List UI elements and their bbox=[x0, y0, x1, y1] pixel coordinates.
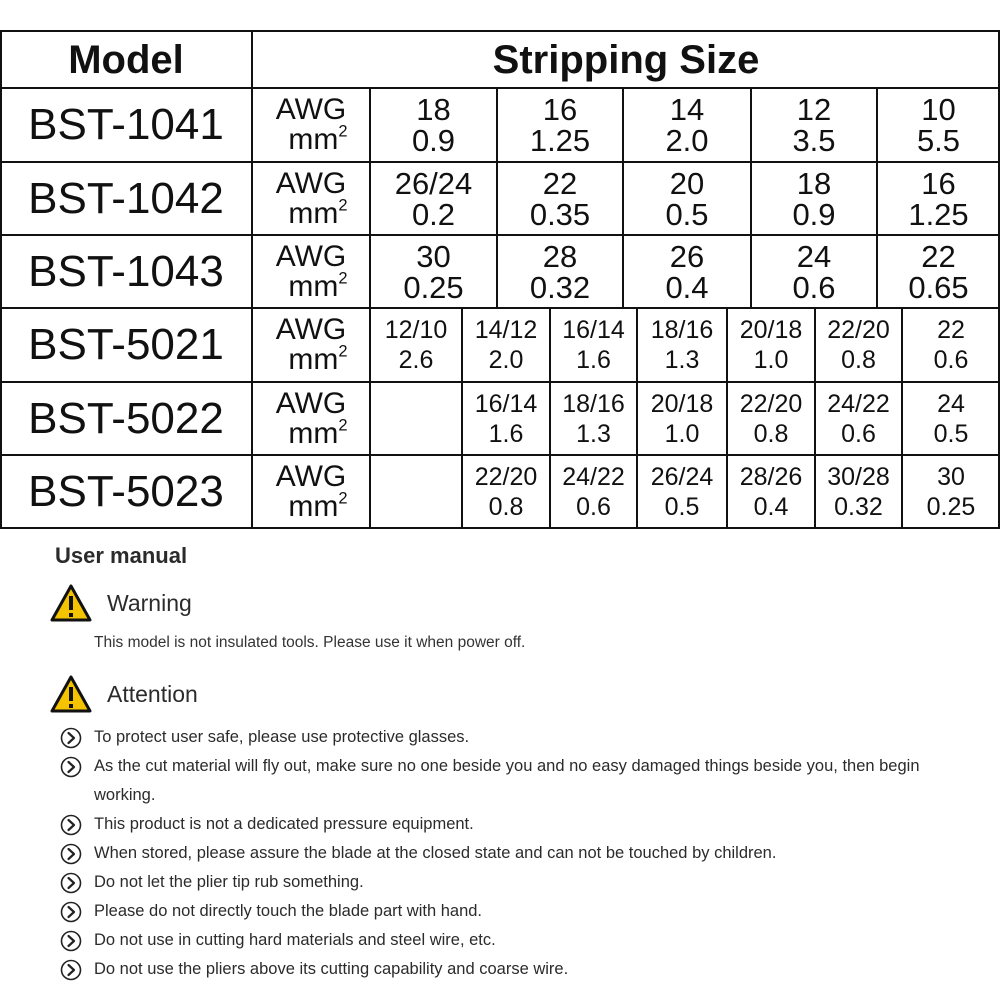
table-grid-line bbox=[549, 308, 551, 382]
unit-mm bbox=[274, 416, 348, 450]
attention-item bbox=[60, 931, 954, 955]
size-awg: 18 bbox=[796, 165, 832, 201]
size-cell bbox=[462, 308, 550, 382]
size-mm: 0.9 bbox=[792, 196, 836, 232]
size-mm: 0.6 bbox=[933, 346, 969, 374]
table-grid-line bbox=[750, 162, 752, 235]
unit-awg: AWG bbox=[275, 239, 347, 273]
size-mm: 2.0 bbox=[488, 346, 524, 374]
table-grid-line bbox=[636, 382, 638, 455]
size-awg: 18/16 bbox=[650, 316, 714, 344]
circled-chevron-right-icon bbox=[60, 901, 82, 923]
size-awg: 28 bbox=[542, 238, 578, 274]
table-grid-line bbox=[251, 30, 253, 528]
unit-awg: AWG bbox=[275, 386, 347, 420]
size-cell bbox=[902, 382, 1000, 455]
table-grid-line bbox=[369, 88, 371, 528]
unit-mm-superscript: 2 bbox=[338, 416, 348, 435]
table-grid-line bbox=[0, 30, 1000, 32]
size-mm: 0.25 bbox=[403, 269, 464, 305]
size-mm: 0.2 bbox=[411, 196, 456, 232]
unit-mm-superscript: 2 bbox=[338, 489, 348, 508]
unit-mm bbox=[274, 269, 348, 303]
table-grid-line bbox=[622, 235, 624, 308]
size-awg: 22 bbox=[937, 316, 965, 344]
size-mm: 0.32 bbox=[529, 269, 591, 305]
table-grid-line bbox=[901, 382, 903, 455]
table-grid-line bbox=[814, 455, 816, 528]
table-grid-line bbox=[726, 308, 728, 382]
attention-item-text: To protect user safe, please use protective glasses. bbox=[94, 728, 470, 746]
size-mm: 1.0 bbox=[753, 346, 789, 374]
size-cell bbox=[623, 235, 751, 308]
model-name: BST-1041 bbox=[28, 100, 224, 149]
attention-item-text: Do not let the plier tip rub something. bbox=[94, 873, 364, 891]
size-awg: 22/20 bbox=[827, 316, 890, 344]
size-mm: 0.35 bbox=[529, 196, 591, 232]
size-awg: 18/16 bbox=[562, 389, 625, 418]
attention-item bbox=[60, 873, 954, 897]
table-grid-line bbox=[0, 161, 1000, 163]
size-cell bbox=[623, 88, 751, 162]
attention-item bbox=[60, 960, 954, 984]
unit-label bbox=[252, 455, 370, 528]
attention-item-text: Do not use in cutting hard materials and steel wire, etc. bbox=[94, 931, 496, 949]
unit-mm-text: mm bbox=[288, 489, 339, 523]
table-grid-line bbox=[814, 382, 816, 455]
size-cell bbox=[623, 162, 751, 235]
table-grid-line bbox=[0, 527, 1000, 529]
size-awg: 14/12 bbox=[474, 316, 538, 344]
attention-item bbox=[60, 844, 954, 868]
attention-item bbox=[60, 815, 954, 839]
size-awg: 20/18 bbox=[650, 389, 714, 418]
circled-chevron-right-icon bbox=[60, 756, 82, 778]
size-awg: 24/22 bbox=[562, 462, 625, 491]
size-awg: 16/14 bbox=[474, 389, 538, 418]
unit-label bbox=[252, 162, 370, 235]
table-grid-line bbox=[901, 455, 903, 528]
attention-heading bbox=[50, 675, 198, 713]
size-awg: 18 bbox=[416, 92, 451, 127]
size-mm: 0.9 bbox=[411, 123, 456, 158]
table-grid-line bbox=[622, 162, 624, 235]
size-mm: 0.5 bbox=[665, 196, 709, 232]
table-grid-line bbox=[814, 308, 816, 382]
size-mm: 1.25 bbox=[529, 123, 591, 158]
size-awg: 20/18 bbox=[739, 316, 803, 344]
attention-item-text: Do not use the pliers above its cutting capability and coarse wire. bbox=[94, 960, 569, 978]
unit-mm-text: mm bbox=[288, 416, 339, 450]
table-grid-line bbox=[496, 235, 498, 308]
unit-mm-text: mm bbox=[288, 196, 339, 230]
circled-chevron-right-icon bbox=[60, 727, 82, 749]
size-mm: 0.6 bbox=[792, 269, 836, 305]
size-mm: 5.5 bbox=[916, 123, 961, 158]
size-mm: 0.6 bbox=[841, 419, 876, 448]
table-grid-line bbox=[0, 30, 2, 528]
size-cell bbox=[751, 235, 877, 308]
circled-chevron-right-icon bbox=[60, 843, 82, 865]
size-awg: 22 bbox=[921, 238, 956, 274]
size-cell bbox=[497, 162, 623, 235]
size-cell bbox=[462, 382, 550, 455]
size-cell bbox=[370, 88, 497, 162]
size-awg: 26/24 bbox=[650, 462, 714, 491]
size-cell bbox=[370, 455, 462, 528]
table-grid-line bbox=[549, 382, 551, 455]
size-awg: 22 bbox=[542, 165, 578, 201]
size-awg: 24 bbox=[796, 238, 832, 274]
table-grid-line bbox=[461, 455, 463, 528]
size-mm: 0.5 bbox=[664, 492, 700, 521]
attention-item bbox=[60, 757, 954, 810]
size-awg: 26/24 bbox=[394, 165, 473, 201]
size-cell bbox=[550, 455, 637, 528]
size-awg: 24/22 bbox=[827, 389, 890, 418]
size-awg: 16 bbox=[542, 92, 578, 127]
size-cell bbox=[497, 235, 623, 308]
circled-chevron-right-icon bbox=[60, 959, 82, 981]
table-grid-line bbox=[750, 88, 752, 162]
size-cell bbox=[550, 308, 637, 382]
table-grid-line bbox=[726, 455, 728, 528]
size-mm: 1.6 bbox=[576, 346, 611, 374]
size-mm: 0.65 bbox=[908, 269, 969, 305]
size-mm: 1.3 bbox=[664, 346, 700, 374]
table-grid-line bbox=[636, 308, 638, 382]
size-cell bbox=[877, 162, 1000, 235]
size-cell bbox=[877, 235, 1000, 308]
attention-label: Attention bbox=[107, 680, 198, 707]
size-mm: 0.25 bbox=[926, 492, 976, 521]
unit-label bbox=[252, 235, 370, 308]
circled-chevron-right-icon bbox=[60, 814, 82, 836]
table-grid-line bbox=[750, 235, 752, 308]
stripping-size-table bbox=[0, 30, 1000, 528]
unit-awg: AWG bbox=[275, 93, 347, 126]
unit-mm-superscript: 2 bbox=[338, 269, 348, 288]
size-mm: 1.25 bbox=[908, 196, 969, 232]
table-grid-line bbox=[876, 88, 878, 162]
unit-awg: AWG bbox=[275, 313, 347, 346]
size-mm: 0.6 bbox=[576, 492, 611, 521]
attention-item-text: This product is not a dedicated pressure equipment. bbox=[94, 815, 474, 833]
size-awg: 16 bbox=[921, 165, 956, 201]
size-cell bbox=[370, 382, 462, 455]
table-grid-line bbox=[622, 88, 624, 162]
size-mm: 2.0 bbox=[665, 123, 709, 158]
unit-mm-superscript: 2 bbox=[338, 196, 348, 215]
size-mm: 1.3 bbox=[576, 419, 611, 448]
attention-item bbox=[60, 728, 954, 752]
size-cell bbox=[637, 308, 727, 382]
warning-heading bbox=[50, 584, 192, 622]
attention-item-text: As the cut material will fly out, make sure no one beside you and no easy damaged things beside you, then begin working. bbox=[94, 757, 920, 804]
size-cell bbox=[497, 88, 623, 162]
warning-text: This model is not insulated tools. Please use it when power off. bbox=[94, 634, 526, 651]
size-cell bbox=[550, 382, 637, 455]
size-cell bbox=[637, 382, 727, 455]
size-cell bbox=[462, 455, 550, 528]
unit-awg: AWG bbox=[275, 166, 347, 200]
table-grid-line bbox=[901, 308, 903, 382]
header-model: Model bbox=[68, 38, 184, 82]
table-grid-line bbox=[461, 308, 463, 382]
unit-mm-text: mm bbox=[288, 123, 339, 156]
table-grid-line bbox=[876, 235, 878, 308]
table-grid-line bbox=[549, 455, 551, 528]
unit-mm bbox=[274, 122, 348, 156]
attention-item bbox=[60, 902, 954, 926]
size-mm: 0.32 bbox=[834, 492, 883, 521]
size-cell bbox=[751, 88, 877, 162]
size-cell bbox=[727, 308, 815, 382]
unit-label bbox=[252, 382, 370, 455]
table-grid-line bbox=[496, 88, 498, 162]
unit-mm-text: mm bbox=[288, 343, 339, 376]
size-cell bbox=[370, 235, 497, 308]
table-grid-line bbox=[636, 455, 638, 528]
size-awg: 26 bbox=[669, 238, 705, 274]
unit-label bbox=[252, 308, 370, 382]
circled-chevron-right-icon bbox=[60, 872, 82, 894]
model-name: BST-5023 bbox=[28, 466, 224, 516]
size-mm: 0.8 bbox=[841, 346, 876, 374]
attention-item-text: Please do not directly touch the blade part with hand. bbox=[94, 902, 482, 920]
size-cell bbox=[370, 308, 462, 382]
table-grid-line bbox=[0, 454, 1000, 456]
size-awg: 30/28 bbox=[827, 462, 890, 491]
size-awg: 28/26 bbox=[739, 462, 803, 491]
size-cell bbox=[815, 455, 902, 528]
size-cell bbox=[727, 455, 815, 528]
warning-label: Warning bbox=[107, 589, 192, 616]
table-grid-line bbox=[876, 162, 878, 235]
size-cell bbox=[727, 382, 815, 455]
manual-title: User manual bbox=[55, 543, 188, 568]
unit-mm bbox=[274, 342, 348, 376]
unit-label bbox=[252, 88, 370, 162]
circled-chevron-right-icon bbox=[60, 930, 82, 952]
size-mm: 0.8 bbox=[753, 419, 789, 448]
size-awg: 20 bbox=[669, 165, 705, 201]
size-cell bbox=[902, 455, 1000, 528]
unit-awg: AWG bbox=[275, 459, 347, 493]
warning-triangle-icon bbox=[50, 675, 92, 713]
table-grid-line bbox=[726, 382, 728, 455]
unit-mm bbox=[274, 196, 348, 230]
size-mm: 0.4 bbox=[753, 492, 789, 521]
header-stripping-size: Stripping Size bbox=[492, 38, 760, 82]
size-mm: 1.6 bbox=[488, 419, 524, 448]
unit-mm-superscript: 2 bbox=[338, 342, 348, 361]
size-awg: 24 bbox=[937, 389, 965, 418]
table-grid-line bbox=[461, 382, 463, 455]
size-awg: 22/20 bbox=[739, 389, 803, 418]
size-awg: 30 bbox=[416, 238, 451, 274]
size-cell bbox=[815, 308, 902, 382]
size-awg: 14 bbox=[669, 92, 705, 127]
model-name: BST-5022 bbox=[28, 393, 224, 443]
unit-mm-text: mm bbox=[288, 269, 339, 303]
table-grid-line bbox=[0, 87, 1000, 89]
table-grid-line bbox=[0, 381, 1000, 383]
size-awg: 30 bbox=[937, 462, 965, 491]
size-cell bbox=[751, 162, 877, 235]
warning-triangle-icon bbox=[50, 584, 92, 622]
size-mm: 0.5 bbox=[933, 419, 969, 448]
model-name: BST-1042 bbox=[28, 173, 224, 223]
size-cell bbox=[902, 308, 1000, 382]
size-mm: 0.8 bbox=[488, 492, 524, 521]
model-name: BST-1043 bbox=[28, 246, 224, 296]
size-awg: 16/14 bbox=[562, 316, 625, 344]
attention-item-text: When stored, please assure the blade at the closed state and can not be touched by children. bbox=[94, 844, 777, 862]
size-mm: 1.0 bbox=[664, 419, 700, 448]
size-mm: 3.5 bbox=[792, 123, 836, 158]
unit-mm bbox=[274, 489, 348, 523]
size-mm: 2.6 bbox=[398, 346, 434, 374]
unit-mm-superscript: 2 bbox=[338, 122, 348, 141]
size-cell bbox=[637, 455, 727, 528]
size-mm: 0.4 bbox=[665, 269, 709, 305]
size-awg: 22/20 bbox=[474, 462, 538, 491]
table-grid-line bbox=[496, 162, 498, 235]
size-cell bbox=[370, 162, 497, 235]
size-awg: 10 bbox=[921, 92, 956, 127]
size-awg: 12 bbox=[796, 92, 832, 127]
size-cell bbox=[877, 88, 1000, 162]
size-awg: 12/10 bbox=[384, 316, 448, 344]
table-grid-line bbox=[0, 307, 1000, 309]
table-grid-line bbox=[0, 234, 1000, 236]
size-cell bbox=[815, 382, 902, 455]
model-name: BST-5021 bbox=[28, 320, 224, 369]
